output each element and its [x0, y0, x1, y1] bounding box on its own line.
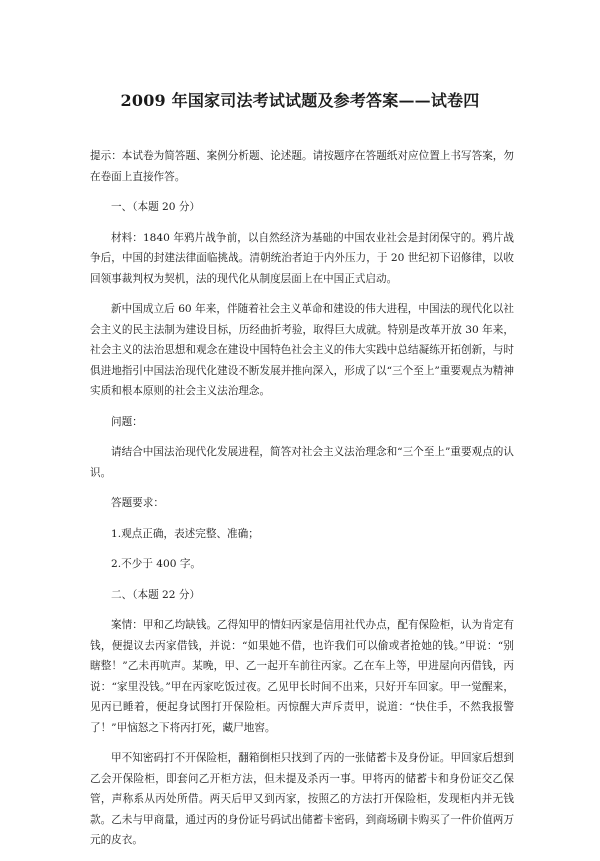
document-body	[90, 146, 514, 861]
paragraph: 一、（本题 20 分）	[111, 201, 201, 213]
paragraph: 甲不知密码打不开保险柜，翻箱倒柜只找到了丙的一张储蓄卡及身份证。甲回家后想到乙会开保险柜，即套问乙开柜方法，但未提及杀丙一事。甲将丙的储蓄卡和身份证交乙保管，声称系从丙处所借。两天后甲又到丙家，按照乙的方法打开保险柜，发现柜内并无钱款。乙未与甲商量，通过丙的身份证号码试出储蓄卡密码，到商场刷卡购买了一件价值两万元的皮衣。	[90, 752, 514, 846]
paragraph: 1.观点正确，表述完整、准确；	[111, 527, 259, 540]
paragraph: 问题：	[111, 415, 143, 428]
paragraph: 答题要求：	[111, 497, 164, 509]
paragraph: 提示：本试卷为简答题、案例分析题、论述题。请按题序在答题纸对应位置上书写答案，勿在卷面上直接作答。	[90, 150, 514, 183]
paragraph: 材料：1840 年鸦片战争前，以自然经济为基础的中国农业社会是封闭保守的。鸦片战争后，中国的封建法律面临挑战。清朝统治者迫于内外压力，于 20 世纪初下诏修律，以收回领事裁判权为契机，法的现代化从制度层面上在中国正式启动。	[90, 231, 514, 285]
paragraph: 2.不少于 400 字。	[111, 558, 202, 570]
paragraph: 案情：甲和乙均缺钱。乙得知甲的情妇丙家是信用社代办点，配有保险柜，认为肯定有钱，便提议去丙家借钱，并说：“如果她不借，也许我们可以偷或者抢她的钱。”甲说：“别瞎整！”乙未再吭声。某晚，甲、乙一起开车前往丙家。乙在车上等，甲进屋向丙借钱，丙说：“家里没钱。”甲在丙家吃饭过夜。乙见甲长时间不出来，只好开车回家。甲一觉醒来，见丙已睡着，便起身试图打开保险柜。丙惊醒大声斥责甲，说道：“快住手，不然我报警了！”甲恼怒之下将丙打死，藏尸地窖。	[90, 619, 514, 734]
paragraph: 请结合中国法治现代化发展进程，简答对社会主义法治理念和“三个至上”重要观点的认识。	[90, 446, 514, 479]
document-title: 2009 年国家司法考试试题及参考答案——试卷四	[120, 91, 480, 110]
paragraph: 新中国成立后 60 年来，伴随着社会主义革命和建设的伟大进程，中国法的现代化以社会主义的民主法制为建设目标，历经曲折考验，取得巨大成就。特别是改革开放 30 年来，社会主义的法治思想和观念在建设中国特色社会主义的伟大实践中总结凝练开拓创新，与时俱进地指引中国法治现代化建设不断发展并推向深入，形成了以“三个至上”重要观点为精神实质和根本原则的社会主义法治理念。	[90, 303, 514, 397]
paragraph: 二、（本题 22 分）	[111, 588, 201, 601]
